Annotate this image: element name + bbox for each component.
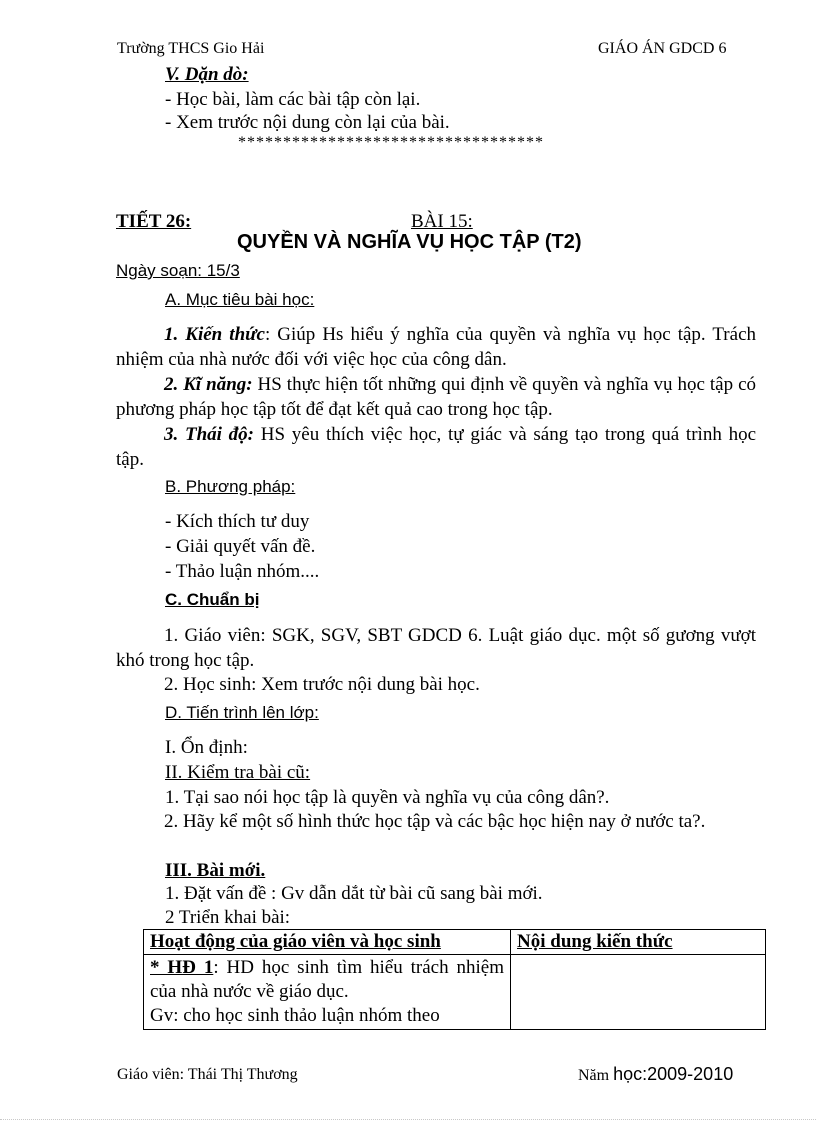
section-c-title: C. Chuẩn bị [165,590,260,609]
prep-teacher: 1. Giáo viên: SGK, SGV, SBT GDCD 6. Luật giáo dục. một số gương vượt khó trong học tập. [116,625,756,671]
table-header-cell [511,930,766,955]
hd-text: : HD học sinh tìm hiểu trách nhiệm của nhà nước về giáo dục. [150,957,504,1002]
table-cell-content [511,955,766,1030]
activity-table [143,929,766,1030]
method-item-1: - Kích thích tư duy [165,511,310,532]
intro-2: 2 Triển khai bài: [165,907,291,928]
hd-label: * HĐ 1 [150,957,214,978]
review-question-2: 2. Hãy kể một số hình thức học tập và các bậc học hiện nay ở nước ta?. [164,811,706,832]
knowledge-text: : Giúp Hs hiểu ý nghĩa của quyền và nghĩa vụ học tập. Trách nhiệm của nhà nước đối với việc học của công dân. [116,324,756,370]
section-d-title: D. Tiến trình lên lớp: [165,703,319,722]
lesson-number: BÀI 15: [411,211,473,232]
gv-text: Gv: cho học sinh thảo luận nhóm theo [150,1005,440,1026]
step-2: II. Kiểm tra bài cũ: [165,762,311,783]
footer-year-label: Năm [578,1067,614,1084]
footer-teacher: Giáo viên: Thái Thị Thương [117,1066,298,1083]
section-a-title: A. Mục tiêu bài học: [165,290,315,309]
table-header-row [144,930,766,955]
footer-year-value: học:2009-2010 [613,1064,734,1084]
intro-1: 1. Đặt vấn đề : Gv dẫn dắt từ bài cũ sang bài mới. [165,883,543,904]
knowledge-label: 1. Kiến thức [164,324,265,345]
table-header-cell [144,930,511,955]
prev-section-title: V. Dặn dò: [165,64,249,85]
skill-text: HS thực hiện tốt những qui định về quyền và nghĩa vụ học tập có phương pháp học tập tốt để đạt kết quả cao trong học tập. [116,374,756,420]
header-subject: GIÁO ÁN GDCD 6 [598,40,727,57]
prev-item-1: - Học bài, làm các bài tập còn lại. [165,89,421,110]
review-question-1: 1. Tại sao nói học tập là quyền và nghĩa vụ của công dân?. [165,787,610,808]
step-1: I. Ổn định: [165,737,248,758]
prev-item-2: - Xem trước nội dung còn lại của bài. [165,112,450,133]
lesson-date: Ngày soạn: 15/3 [116,261,240,280]
separator-stars: ********************************** [238,134,544,151]
skill-label: 2. Kĩ năng: [164,374,253,395]
section-b-title: B. Phương pháp: [165,477,296,496]
col1-header: Hoạt động của giáo viên và học sinh [150,931,441,952]
section-a-skill [116,372,756,422]
method-item-3: - Thảo luận nhóm.... [165,561,320,582]
step-3: III. Bài mới. [165,860,266,881]
section-a-attitude [116,422,756,472]
attitude-label: 3. Thái độ: [164,424,255,445]
lesson-title: QUYỀN VÀ NGHĨA VỤ HỌC TẬP (T2) [237,231,582,253]
prep-student: 2. Học sinh: Xem trước nội dung bài học. [164,674,480,695]
page-bottom-divider [0,1119,816,1120]
table-cell-activity [144,955,511,1030]
method-item-2: - Giải quyết vấn đề. [165,536,316,557]
attitude-text: HS yêu thích việc học, tự giác và sáng tạo trong quá trình học tập. [116,424,756,470]
col2-header: Nội dung kiến thức [517,931,673,952]
section-a-knowledge [116,322,756,372]
table-row [144,955,766,1030]
lesson-period: TIẾT 26: [116,211,192,232]
footer-year [578,1064,733,1085]
header-school: Trường THCS Gio Hải [117,40,265,57]
